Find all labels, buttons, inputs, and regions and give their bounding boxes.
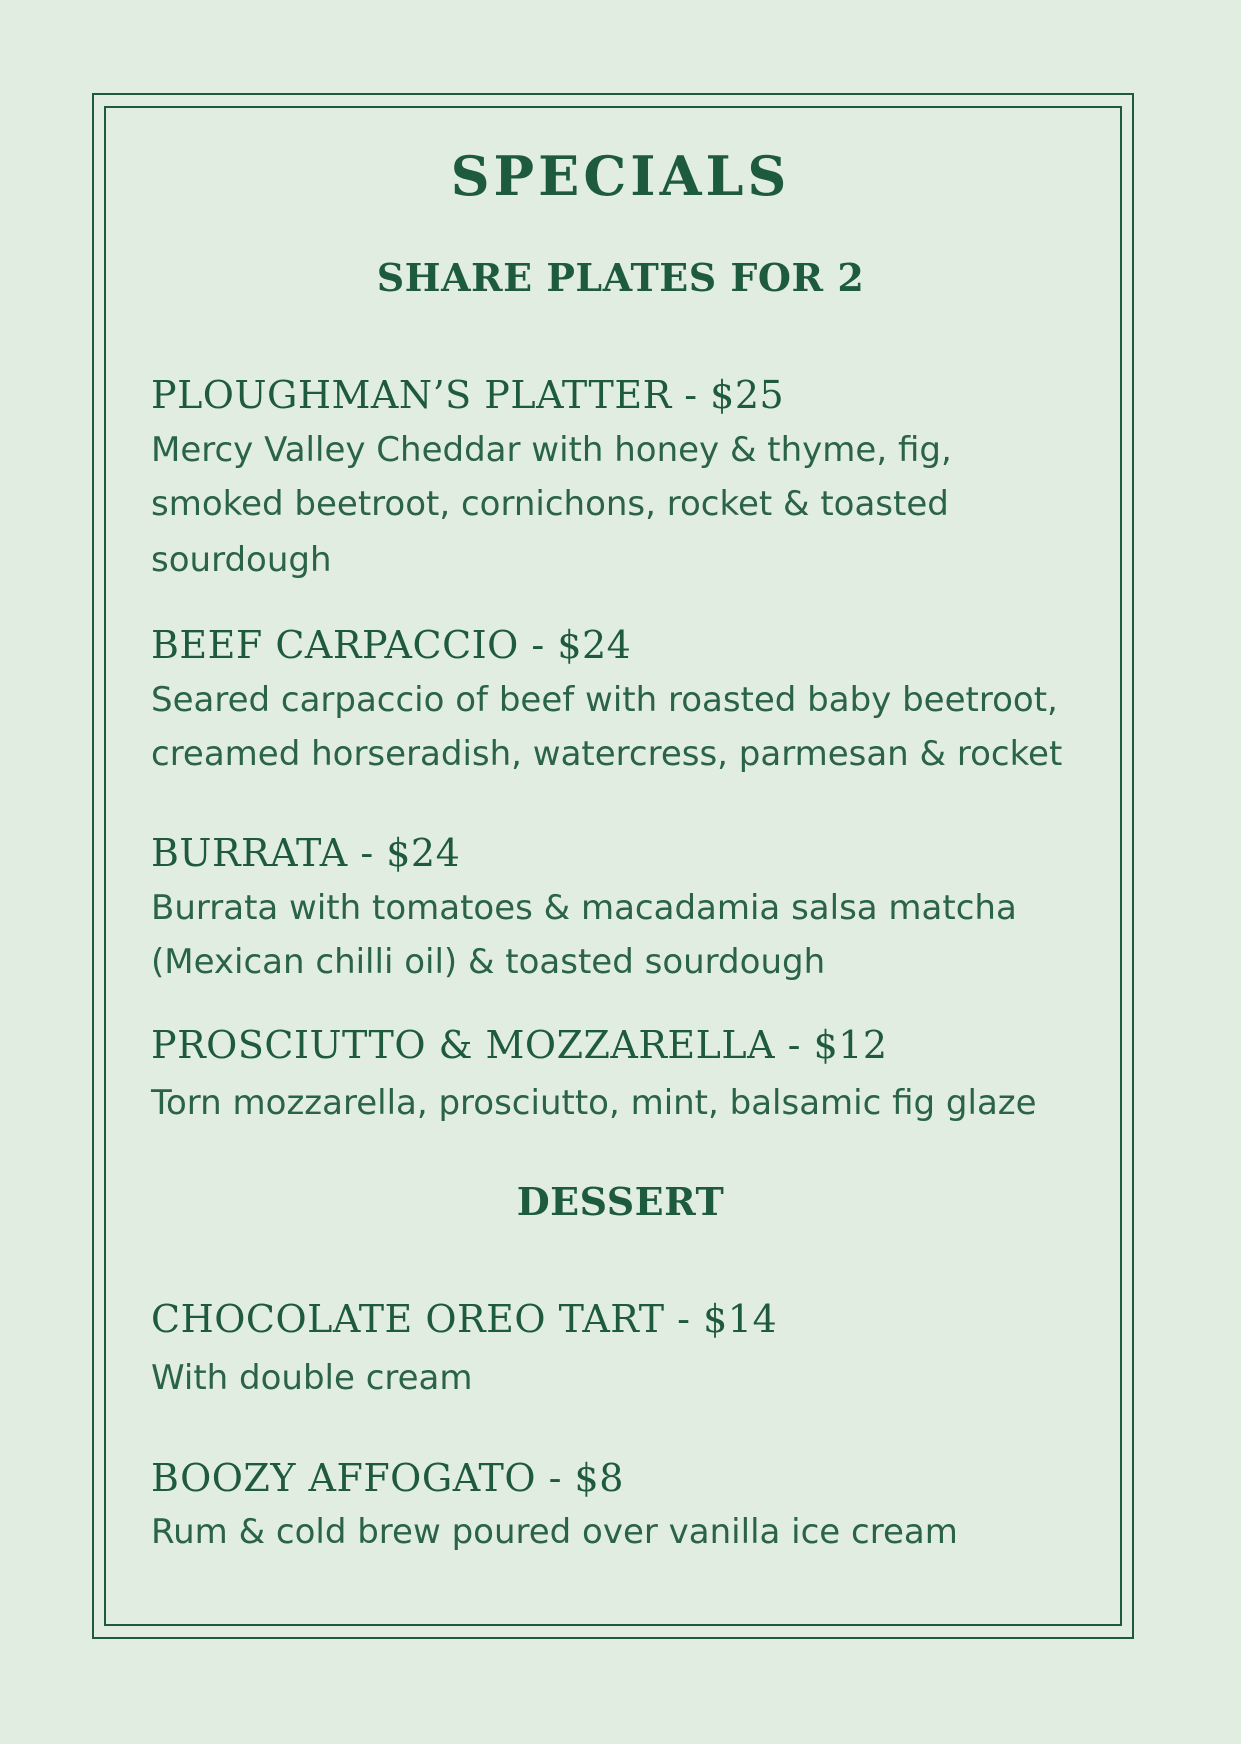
item-title-boozy-affogato: BOOZY AFFOGATO - $8 (151, 1456, 624, 1500)
item-title-burrata: BURRATA - $24 (151, 831, 461, 875)
item-description-line: Burrata with tomatoes & macadamia salsa matcha (151, 888, 1017, 928)
item-description-line: sourdough (151, 540, 332, 580)
item-title-prosciutto-mozzarella: PROSCIUTTO & MOZZARELLA - $12 (151, 1023, 888, 1067)
item-title-chocolate-oreo-tart: CHOCOLATE OREO TART - $14 (151, 1297, 778, 1341)
section-heading-share-plates: SHARE PLATES FOR 2 (376, 255, 865, 300)
item-description-line: Torn mozzarella, prosciutto, mint, balsamic fig glaze (151, 1083, 1037, 1123)
item-description-line: smoked beetroot, cornichons, rocket & toasted (151, 484, 949, 524)
item-title-ploughmans-platter: PLOUGHMAN’S PLATTER - $25 (151, 373, 785, 417)
item-description-line: With double cream (151, 1358, 473, 1398)
item-description-line: Rum & cold brew poured over vanilla ice cream (151, 1512, 958, 1552)
item-description-line: Seared carpaccio of beef with roasted baby beetroot, (151, 680, 1058, 720)
menu-title: SPECIALS (450, 144, 791, 208)
section-heading-dessert: DESSERT (516, 1179, 725, 1224)
item-description-line: creamed horseradish, watercress, parmesan & rocket (151, 734, 1063, 774)
item-description-line: (Mexican chilli oil) & toasted sourdough (151, 942, 826, 982)
item-description-line: Mercy Valley Cheddar with honey & thyme, fig, (151, 430, 952, 470)
item-title-beef-carpaccio: BEEF CARPACCIO - $24 (151, 623, 632, 667)
